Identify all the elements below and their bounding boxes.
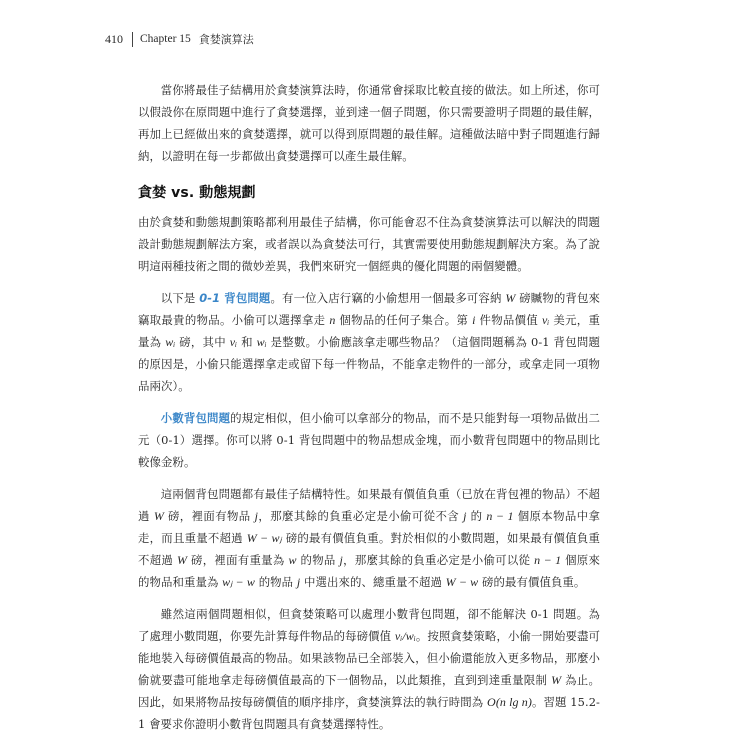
text-run: 美元，重量為	[138, 313, 600, 349]
text-run: 為止。因此，如果將物品按每磅價值的順序排序，貪婪演算法的執行時間為	[138, 673, 600, 709]
text-run: 磅的最有價值負重。對於相似的小數問題，如果最有價值負重不超過	[138, 531, 600, 567]
text-run: 磅，其中	[175, 335, 230, 349]
math-W: W	[177, 553, 188, 567]
term-01-knapsack	[199, 291, 270, 305]
term-fractional-knapsack: 小數背包問題	[160, 411, 231, 425]
math-wi: wᵢ	[165, 335, 176, 349]
math-W: W	[505, 291, 516, 305]
text-run: ，那麼其餘的負重必定是小偷可以從	[342, 553, 535, 567]
text-run: 的物品	[296, 553, 340, 567]
text-run: 磅贓物的背包來竊取最貴的物品。小偷可以選擇拿走	[138, 291, 601, 327]
text-run: 件物品價值	[475, 313, 542, 327]
text-run: 這兩個背包問題都有最佳子結構特性。如果最有價值負重（已放在背包裡的物品）不超過	[138, 487, 600, 523]
text-run: 以下是	[160, 291, 200, 305]
text-run: 磅的最有價值負重。	[478, 575, 586, 589]
page-body	[138, 79, 600, 735]
text-run: 和	[237, 335, 257, 349]
math-vi: vᵢ	[229, 335, 238, 349]
math-wi: wᵢ	[256, 335, 267, 349]
text-run: 個物品的任何子集合。第	[335, 313, 473, 327]
math-n-minus-1: n − 1	[534, 553, 562, 567]
text-run: ，那麼其餘的負重必定是小偷可從不含	[258, 509, 464, 523]
math-n-minus-1: n − 1	[486, 509, 514, 523]
math-w: w	[288, 553, 297, 567]
math-big-o: O(n lg n)	[487, 695, 532, 709]
text-run: 磅，裡面有重量為	[187, 553, 289, 567]
chapter-label: Chapter 15	[140, 33, 191, 45]
math-j: j	[463, 509, 467, 523]
text-run: 的物品	[254, 575, 297, 589]
paragraph-fractional-knapsack	[138, 407, 600, 473]
paragraph-optimal-substructure	[138, 483, 600, 593]
text-run: 磅，裡面有物品	[163, 509, 255, 523]
math-vi-over-wi: vᵢ/wᵢ	[394, 629, 416, 643]
term-01-number: 0-1	[199, 291, 221, 305]
math-W-minus-w: W − w	[445, 575, 479, 589]
math-W: W	[153, 509, 164, 523]
header-divider	[132, 32, 133, 47]
paragraph-greedy-fractional	[138, 603, 600, 735]
term-01-text: 背包問題	[220, 291, 271, 305]
section-heading: 貪婪 vs. 動態規劃	[138, 185, 256, 201]
math-j: j	[339, 553, 343, 567]
math-vi: vᵢ	[542, 313, 550, 327]
math-wj-minus-w: wⱼ − w	[222, 575, 255, 589]
math-i: i	[472, 313, 476, 327]
page-number: 410	[105, 31, 123, 46]
math-W-minus-wj: W − wⱼ	[246, 531, 282, 545]
paragraph-greedy-substructure: 當你將最佳子結構用於貪婪演算法時，你通常會採取比較直接的做法。如上所述，你可以假設你在原問題中進行了貪婪選擇，並到達一個子問題，你只需要證明子問題的最佳解，再加上已經做出來的貪婪選擇，就可以得到原問題的最佳解。這種做法暗中對子問題進行歸納，以證明在每一步都做出貪婪選擇可以產生最佳解。	[138, 83, 600, 163]
math-j: j	[254, 509, 259, 523]
text-run: 是整數。小偷應該拿走哪些物品？（這個問題稱為 0-1 背包問題的原因是，小偷只能選擇拿走或留下每一件物品，不能拿走物件的一部分，或拿走同一項物品兩次）。	[138, 335, 601, 393]
running-header	[105, 31, 254, 47]
text-run: 。習題 15.2-1 會要求你證明小數背包問題具有貪婪選擇特性。	[138, 695, 600, 731]
chapter-title: 貪婪演算法	[198, 33, 254, 46]
text-run: 中選出來的、總重量不超過	[300, 575, 446, 589]
math-n: n	[329, 313, 336, 327]
text-run: 雖然這兩個問題相似，但貪婪策略可以處理小數背包問題，卻不能解決 0-1 問題。為了處理小數問題，你要先計算每件物品的每磅價值	[138, 607, 600, 643]
paragraph-01-knapsack	[138, 287, 600, 397]
math-W: W	[551, 673, 562, 687]
text-run: 。按照貪婪策略，小偷一開始要盡可能地裝入每磅價值最高的物品。如果該物品已全部裝入，但小偷還能放入更多物品，那麼小偷就要盡可能地拿走每磅價值最高的下一個物品，以此類推，直到到達重量限制	[138, 629, 600, 687]
paragraph-greedy-vs-dp: 由於貪婪和動態規劃策略都利用最佳子結構，你可能會忍不住為貪婪演算法可以解決的問題設計動態規劃解法方案，或者誤以為貪婪法可行，其實需要使用動態規劃解決方案。為了說明這兩種技術之間的微妙差異，我們來研究一個經典的優化問題的兩個變體。	[138, 215, 600, 273]
text-run: 個原本物品中拿走，而且重量不超過	[138, 509, 601, 545]
text-run: 個原來的物品和重量為	[138, 553, 600, 589]
text-run: 的	[466, 509, 487, 523]
text-run: 。有一位入店行竊的小偷想用一個最多可容納	[270, 291, 506, 305]
math-j: j	[296, 575, 301, 589]
text-run: 的規定相似，但小偷可以拿部分的物品，而不是只能對每一項物品做出二元（0-1）選擇。你可以將 0-1 背包問題中的物品想成金塊，而小數背包問題中的物品則比較像金粉。	[138, 411, 600, 469]
